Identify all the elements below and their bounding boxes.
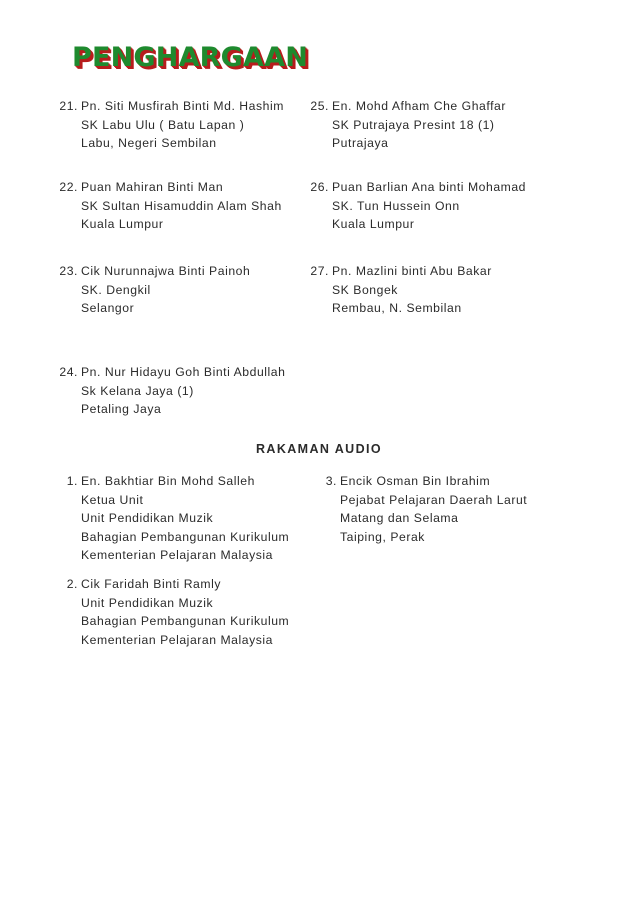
entry-division: Bahagian Pembangunan Kurikulum (81, 529, 290, 544)
entry-role: Ketua Unit (81, 492, 144, 507)
entry-name: Puan Mahiran Binti Man (81, 180, 224, 194)
entry-location: Putrajaya (332, 136, 389, 150)
entry-school: SK. Dengkil (81, 282, 151, 297)
entry-number: 23. (59, 264, 78, 278)
entry-name: Cik Nurunnajwa Binti Painoh (81, 264, 251, 278)
section-heading-rakaman-audio: RAKAMAN AUDIO (255, 442, 383, 456)
entry-school: Sk Kelana Jaya (1) (81, 383, 194, 398)
entry-name: Pn. Mazlini binti Abu Bakar (332, 264, 492, 278)
entry-unit: Unit Pendidikan Muzik (81, 511, 214, 525)
entry-unit: Unit Pendidikan Muzik (81, 595, 214, 610)
entry-name: Pn. Siti Musfirah Binti Md. Hashim (81, 99, 284, 113)
entry-location: Kuala Lumpur (81, 217, 164, 231)
entry-division: Bahagian Pembangunan Kurikulum (81, 614, 290, 628)
entry-number: 3. (325, 474, 337, 488)
entry-number: 26. (310, 180, 329, 194)
entry-location: Selangor (81, 301, 135, 315)
entry-office: Pejabat Pelajaran Daerah Larut (340, 492, 528, 507)
entry-name: Puan Barlian Ana binti Mohamad (332, 180, 527, 194)
entry-name: Pn. Nur Hidayu Goh Binti Abdullah (81, 365, 286, 379)
entry-number: 22. (59, 180, 78, 194)
entry-school: SK. Tun Hussein Onn (332, 198, 460, 213)
entry-location: Kuala Lumpur (332, 217, 415, 231)
entry-number: 1. (66, 474, 78, 488)
page-title: PENGHARGAAN (72, 42, 309, 73)
entry-name: En. Bakhtiar Bin Mohd Salleh (81, 474, 255, 488)
entry-school: SK Sultan Hisamuddin Alam Shah (81, 198, 282, 213)
entry-number: 24. (59, 365, 78, 379)
entry-ministry: Kementerian Pelajaran Malaysia (81, 548, 273, 562)
entry-location: Taiping, Perak (340, 529, 425, 544)
entry-location: Labu, Negeri Sembilan (81, 136, 217, 150)
entry-school: SK Labu Ulu ( Batu Lapan ) (81, 117, 245, 132)
entry-name: Encik Osman Bin Ibrahim (340, 474, 491, 488)
entry-number: 21. (59, 99, 78, 113)
entry-name: Cik Faridah Binti Ramly (81, 577, 221, 591)
entry-district: Matang dan Selama (340, 511, 459, 525)
entry-school: SK Putrajaya Presint 18 (1) (332, 117, 495, 132)
entry-location: Rembau, N. Sembilan (332, 301, 462, 315)
entry-number: 2. (66, 577, 78, 591)
entry-number: 27. (310, 264, 329, 278)
entry-location: Petaling Jaya (81, 402, 162, 416)
entry-school: SK Bongek (332, 282, 398, 297)
entry-name: En. Mohd Afham Che Ghaffar (332, 99, 506, 113)
entry-ministry: Kementerian Pelajaran Malaysia (81, 632, 273, 647)
entry-number: 25. (310, 99, 329, 113)
